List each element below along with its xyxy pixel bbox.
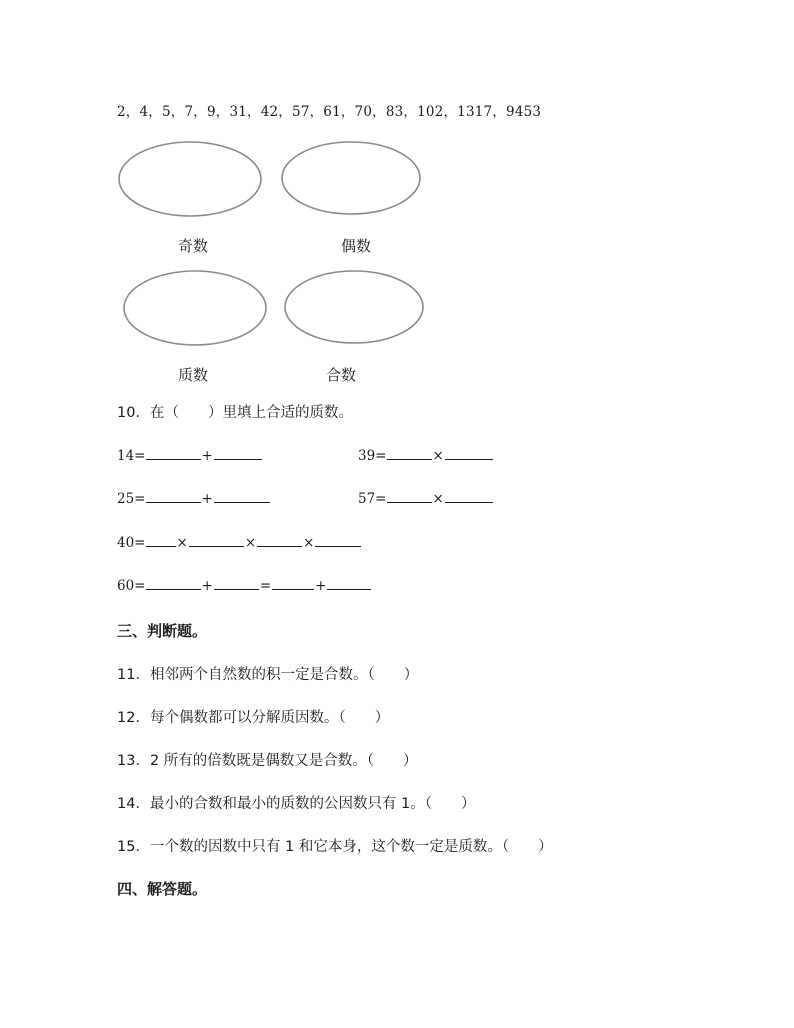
answer-blank[interactable] [327,577,371,590]
eq-left: 57= [358,491,387,507]
eq-operator: × [303,535,315,551]
q10-eq-1 [117,447,262,464]
composite-oval [285,271,423,343]
q14: 14．最小的合数和最小的质数的公因数只有 1。（ ） [117,796,476,812]
q10-eq-6 [117,577,371,594]
answer-blank[interactable] [146,447,201,460]
answer-blank[interactable] [214,577,259,590]
q10-eq-3 [117,490,270,507]
q13: 13．2 所有的倍数既是偶数又是合数。（ ） [117,753,418,769]
eq-left: 14= [117,448,146,464]
section-4-title: 四、解答题。 [117,880,208,898]
odd-oval [119,142,261,216]
answer-blank[interactable] [257,534,302,547]
eq-operator: × [432,448,444,464]
answer-blank[interactable] [387,490,432,503]
prime-label: 质数 [178,366,209,384]
eq-left: 25= [117,491,146,507]
eq-operator: + [201,578,213,594]
answer-blank[interactable] [146,490,201,503]
eq-left: 39= [358,448,387,464]
answer-blank[interactable] [445,490,493,503]
even-oval [282,142,420,214]
prime-oval [124,271,266,345]
answer-blank[interactable] [315,534,361,547]
even-label: 偶数 [341,237,372,255]
answer-blank[interactable] [214,447,262,460]
eq-operator: + [315,578,327,594]
answer-blank[interactable] [445,447,493,460]
q10-eq-4 [358,490,493,507]
eq-operator: × [432,491,444,507]
composite-label: 合数 [326,366,357,384]
q10-eq-2 [358,447,493,464]
answer-blank[interactable] [146,577,201,590]
answer-blank[interactable] [146,534,176,547]
eq-operator: × [176,535,188,551]
answer-blank[interactable] [272,577,314,590]
section-3-title: 三、判断题。 [117,622,208,640]
eq-operator: = [259,578,272,594]
q15: 15．一个数的因数中只有 1 和它本身，这个数一定是质数。（ ） [117,839,553,855]
q11: 11．相邻两个自然数的积一定是合数。（ ） [117,667,419,683]
eq-operator: + [201,448,213,464]
number-list: 2，4，5，7，9，31，42，57，61，70，83，102，1317，9453 [117,104,542,120]
q10-eq-5 [117,534,361,551]
answer-blank[interactable] [387,447,432,460]
odd-label: 奇数 [178,237,209,255]
eq-operator: + [201,491,213,507]
eq-left: 40= [117,535,146,551]
q12: 12．每个偶数都可以分解质因数。（ ） [117,710,390,726]
answer-blank[interactable] [214,490,270,503]
eq-left: 60= [117,578,146,594]
eq-operator: × [244,535,257,551]
q10-title: 10．在（ ）里填上合适的质数。 [117,405,353,421]
answer-blank[interactable] [189,534,244,547]
